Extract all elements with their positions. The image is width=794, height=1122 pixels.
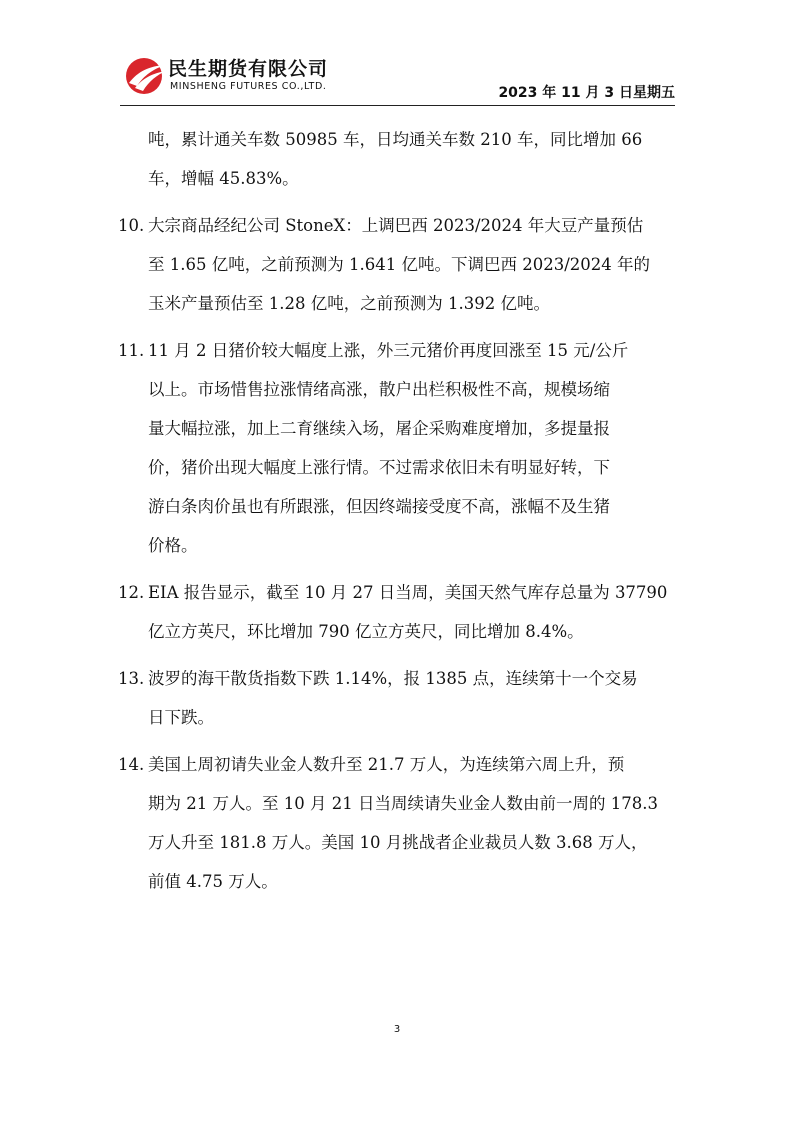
item-line: 玉米产量预估至 1.28 亿吨，之前预测为 1.392 亿吨。 [148, 294, 550, 313]
item-line: 波罗的海干散货指数下跌 1.14%，报 1385 点，连续第十一个交易 [148, 669, 638, 688]
item-line: 价格。 [148, 536, 198, 555]
item-line: 车，增幅 45.83%。 [148, 169, 299, 188]
page-number: 3 [393, 1024, 401, 1035]
item-line: 游白条肉价虽也有所跟涨，但因终端接受度不高，涨幅不及生猪 [148, 497, 610, 516]
header-divider [120, 105, 675, 106]
item-line: 万人升至 181.8 万人。美国 10 月挑战者企业裁员人数 3.68 万人， [148, 833, 648, 852]
item-line: 日下跌。 [148, 708, 214, 727]
item-line: 前值 4.75 万人。 [148, 872, 278, 891]
list-item [118, 745, 678, 901]
news-list [118, 120, 678, 909]
item-line: 大宗商品经纪公司 StoneX：上调巴西 2023/2024 年大豆产量预估 [148, 216, 644, 235]
logo-english-name: MINSHENG FUTURES CO.,LTD. [170, 81, 327, 92]
minsheng-swoosh-icon [124, 56, 168, 96]
item-line: 以上。市场惜售拉涨情绪高涨，散户出栏积极性不高，规模场缩 [148, 380, 610, 399]
item-number: 10. [118, 216, 145, 235]
list-item [118, 120, 678, 198]
company-logo [124, 52, 364, 100]
list-item [118, 331, 678, 565]
item-line: 11 月 2 日猪价较大幅度上涨，外三元猪价再度回涨至 15 元/公斤 [148, 341, 629, 360]
item-number: 13. [118, 669, 145, 688]
item-line: EIA 报告显示，截至 10 月 27 日当周，美国天然气库存总量为 37790 [148, 583, 668, 602]
item-line: 吨，累计通关车数 50985 车，日均通关车数 210 车，同比增加 66 [148, 130, 643, 149]
item-line: 亿立方英尺，环比增加 790 亿立方英尺，同比增加 8.4%。 [148, 622, 584, 641]
item-line: 价，猪价出现大幅度上涨行情。不过需求依旧未有明显好转，下 [148, 458, 610, 477]
item-line: 量大幅拉涨，加上二育继续入场，屠企采购难度增加，多提量报 [148, 419, 610, 438]
item-line: 期为 21 万人。至 10 月 21 日当周续请失业金人数由前一周的 178.3 [148, 794, 658, 813]
item-number: 11. [118, 341, 145, 360]
item-line: 至 1.65 亿吨，之前预测为 1.641 亿吨。下调巴西 2023/2024 年的 [148, 255, 650, 274]
list-item [118, 659, 678, 737]
logo-chinese-name: 民生期货有限公司 [168, 58, 329, 80]
item-number: 14. [118, 755, 145, 774]
list-item [118, 206, 678, 323]
list-item [118, 573, 678, 651]
item-number: 12. [118, 583, 145, 602]
page-header [120, 52, 675, 104]
report-date: 2023 年 11 月 3 日星期五 [498, 85, 675, 101]
item-line: 美国上周初请失业金人数升至 21.7 万人，为连续第六周上升，预 [148, 755, 625, 774]
